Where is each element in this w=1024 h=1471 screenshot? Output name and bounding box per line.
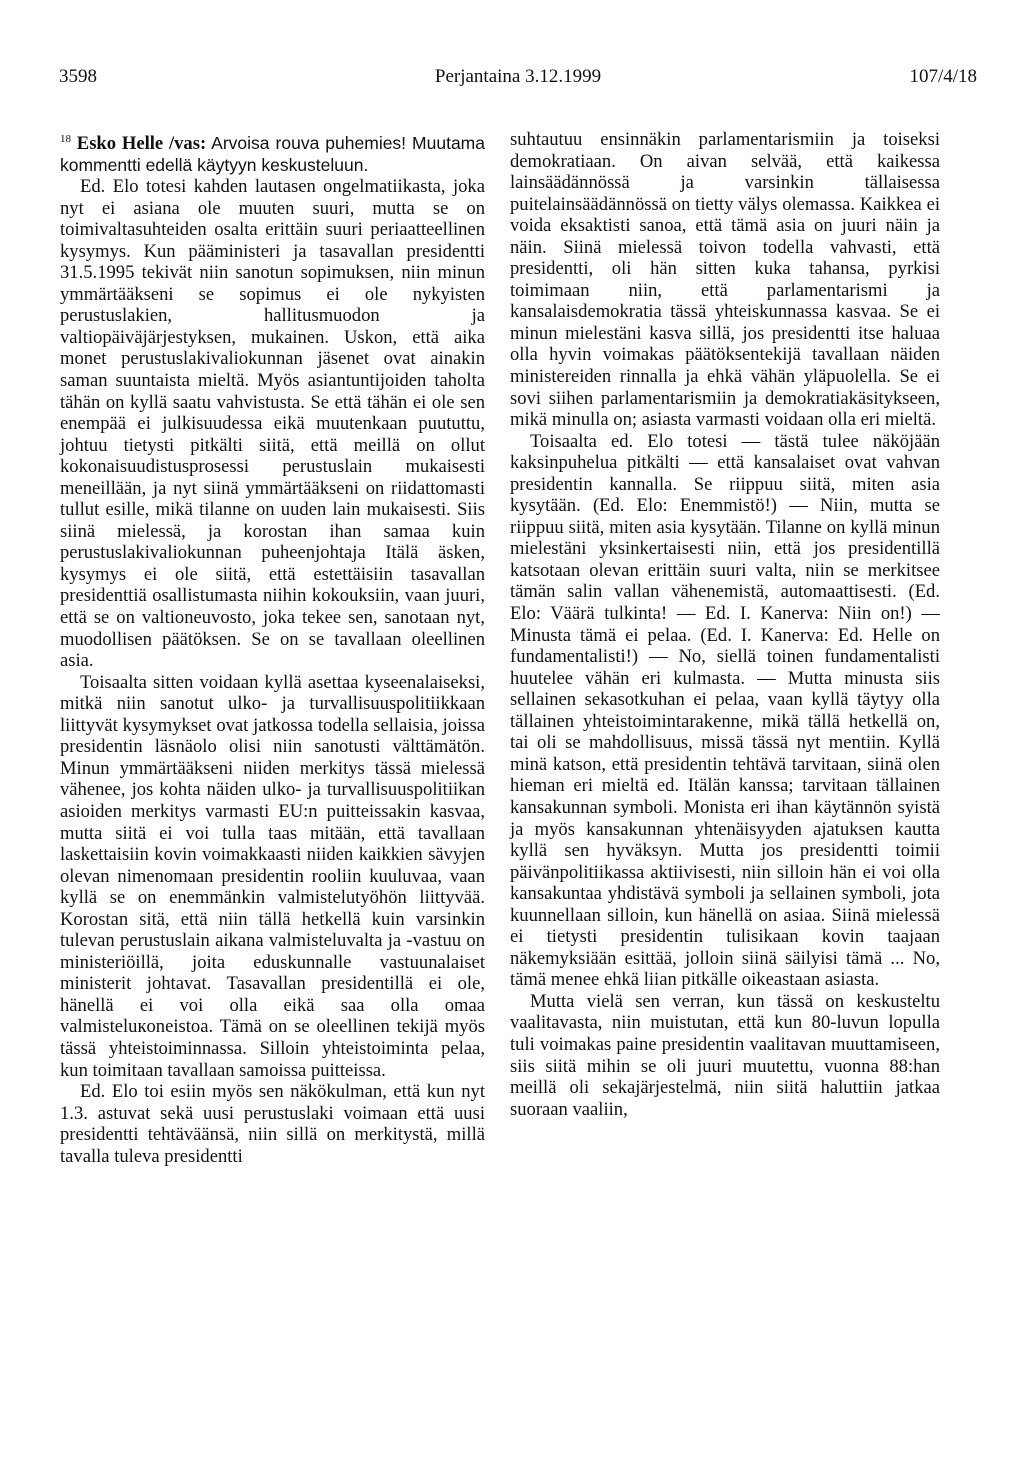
paragraph: suhtautuu ensinnäkin parlamentarismiin ja toiseksi demokratiaan. On aivan selvää, että kaikessa lainsäädännössä ja varsinkin tällaisessa puitelainsäädännössä on tietty välys olemassa. Kaikkea ei voida eksaktisti sanoa, että tämä asia on juuri näin ja näin. Siinä mielessä toivon todella vahvasti, että presidentti, oli hän sitten kuka tahansa, pyrkisi toimimaan niin, että parlamentarismi ja kansalaisdemokratia tässä yhteiskunnassa kasvaa. Se ei minun mielestäni kasva sillä, jos presidentti itse haluaa olla hyvin voimakas päätöksentekijä tavallaan näiden ministereiden rinnalla ja ehkä vähän yläpuolella. Se ei sovi siihen parlamentarismiin ja demokratiakäsitykseen, mikä minulla on; asiasta varmasti voidaan olla eri mieltä. — [510, 129, 940, 431]
paragraph: Toisaalta ed. Elo totesi — tästä tulee näköjään kaksinpuhelua pitkälti — että kansalaiset ovat vahvan presidentin kannalla. Se riippuu siitä, miten asia kysytään. (Ed. Elo: Enemmistö!) — Niin, mutta se riippuu siitä, miten asia kysytään. Tilanne on kyllä minun mielestäni yksinkertaisesti niin, että jos presidentillä katsotaan olevan erittäin suuri valta, niin se merkitsee tämän salin vallan vähenemistä, automaattisesti. (Ed. Elo: Väärä tulkinta! — Ed. I. Kanerva: Niin on!) — Minusta tämä ei pelaa. (Ed. I. Kanerva: Ed. Helle on fundamentalisti!) — No, siellä toinen fundamentalisti huutelee vähän eri kulmasta. — Mutta minusta siis sellainen sekasotkuhan ei pelaa, vaan kyllä täytyy olla tällainen yhteistoimintarakenne, mikä tällä hetkellä on, tai oli se mahdollisuus, missä tässä nyt mentiin. Kyllä minä katson, että presidentin tehtävä tarvitaan, siinä olen hieman eri mieltä ed. Itälän kanssa; tarvitaan tällainen kansakunnan symboli. Monista eri ihan käytännön syistä ja myös kansakunnan yhtenäisyyden ajatuksen kautta kyllä sen hyväksyn. Mutta jos presidentti toimii päivänpolitiikassa aktiivisesti, niin silloin hän ei voi olla kansakuntaa yhdistävä symboli ja sellainen symboli, jota kuunnellaan silloin, kun hänellä on asiaa. Siinä mielessä ei tietysti presidentin tulisikaan kovin taajaan näkemyksiään esittää, jolloin siinä säilyisi tämä ... No, tämä menee ehkä liian pitkälle oikeastaan asiasta. — [510, 430, 940, 991]
speech-number: 18 — [60, 133, 71, 145]
session-date: Perjantaina 3.12.1999 — [434, 66, 602, 87]
speaker-name: Esko Helle /vas: — [76, 133, 207, 154]
paragraph: Toisaalta sitten voidaan kyllä asettaa kyseenalaiseksi, mitkä niin sanotut ulko- ja turvallisuuspolitiikkaan liittyvät kysymykset ovat jatkossa todella sellaisia, joissa presidentin läsnäolo olisi niin sanotusti välttämätön. Minun ymmärtääkseni niiden merkitys tässä mielessä vähenee, jos kohta näiden ulko- ja turvallisuuspolitiikan asioiden merkitys varmasti EU:n puitteissakin kasvaa, mutta siitä ei voi tulla taas mitään, että tavallaan laskettaisiin kovin voimakkaasti niiden kaikkien sävyjen olevan nimenomaan presidentin rooliin kuuluvaa, vaan kyllä se on enemmänkin valmistelutyöhön liittyvää. Korostan sitä, että niin tällä hetkellä kuin varsinkin tulevan perustuslain aikana valmisteluvalta ja -vastuu on ministeriöillä, joita eduskunnalle vastuunalaiset ministerit johtavat. Tasavallan presidentillä ei ole, hänellä ei voi olla eikä saa olla omaa valmisteluкoneistoa. Tämä on se oleellinen tekijä myös tässä yhteistoiminnassa. Silloin yhteistoiminta pelaa, kun toimitaan tavallaan samoissa puitteissa. — [60, 671, 485, 1081]
speech-opening-text: Arvoisa rouva puhemies! Muutama kommentti edellä käytyyn keskusteluun. — [60, 133, 485, 175]
document-reference: 107/4/18 — [909, 66, 977, 87]
speech-opening — [60, 129, 485, 176]
right-column — [510, 129, 940, 1120]
paragraph: Ed. Elo toi esiin myös sen näkökulman, että kun nyt 1.3. astuvat sekä uusi perustuslaki voimaan että uusi presidentti tehtäväänsä, niin sillä on merkitystä, millä tavalla tuleva presidentti — [60, 1081, 485, 1167]
paragraph: Ed. Elo totesi kahden lautasen ongelmatiikasta, joka nyt ei asiana ole muuten suuri, mutta se on toimivaltasuhteiden osalta erittäin suuri periaatteellinen kysymys. Kun pääministeri ja tasavallan presidentti 31.5.1995 tekivät niin sanotun sopimuksen, niin minun ymmärtääkseni se sopimus ei ole nykyisten perustuslakien, hallitusmuodon ja valtiopäiväjärjestyksen, mukainen. Uskon, että aika monet perustuslakivaliokunnan jäsenet ovat ainakin saman suuntaista mieltä. Myös asiantuntijoiden taholta tähän on kyllä saatu vahvistusta. Se että tähän ei ole sen enempää ei julkisuudessa eikä muutenkaan puututtu, johtuu tietysti pitkälti siitä, että meillä on ollut kokonaisuudistusprosessi perustuslain mukaisesti meneillään, ja nyt siinä ymmärtääkseni on riidattomasti tullut esille, mikä tilanne on uuden lain mukaisesti. Siis siinä mielessä, ja korostan ihan samaa kuin perustuslakivaliokunnan puheenjohtaja Itälä äsken, kysymys ei ole siitä, että estettäisiin tasavallan presidenttiä osallistumasta niihin kokouksiin, vaan juuri, että se on valtioneuvosto, joka tekee sen, sanotaan nyt, muodollisen päätöksen. Se on se tavallaan oleellinen asia. — [60, 176, 485, 672]
page-number: 3598 — [59, 66, 97, 87]
page-header — [59, 66, 977, 92]
paragraph: Mutta vielä sen verran, kun tässä on keskusteltu vaalitavasta, niin muistutan, että kun 80-luvun lopulla tuli voimakas paine presidentin vaalitavan muuttamiseen, siis siitä mihin se oli juuri muutettu, vuonna 88:han meillä oli sekajärjestelmä, niin siitä haluttiin jatkaa suoraan vaaliin, — [510, 990, 940, 1120]
left-column — [60, 129, 485, 1167]
